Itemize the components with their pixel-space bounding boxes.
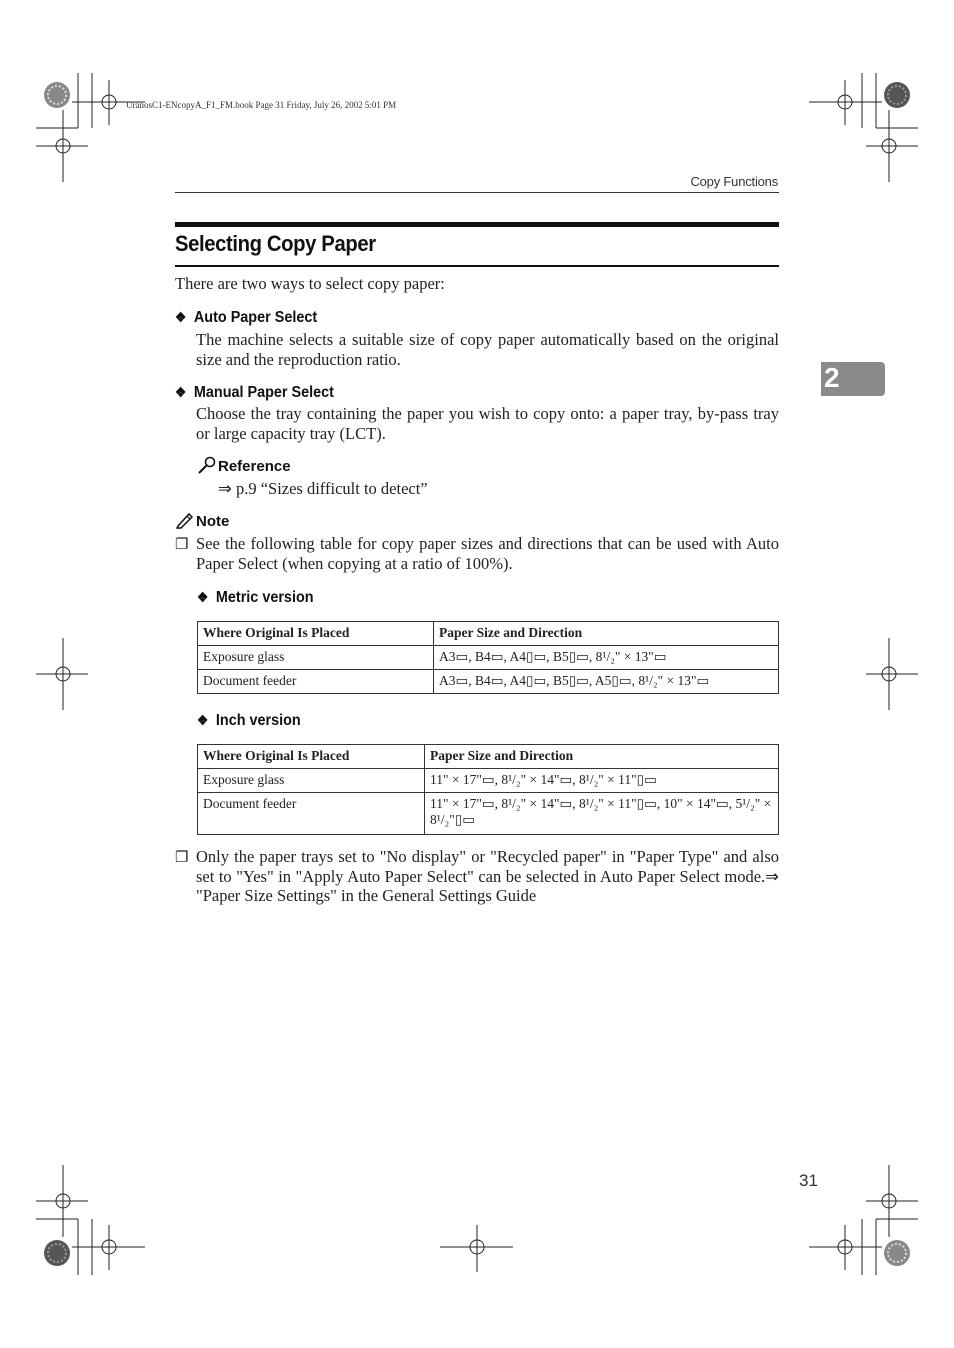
checkbox-icon: ❐ [175, 537, 189, 553]
running-head: Copy Functions [690, 174, 778, 189]
note-heading [175, 511, 229, 530]
chapter-number: 2 [824, 362, 840, 393]
diamond-icon: ❖ [175, 384, 187, 400]
manual-select-heading-label: Manual Paper Select [193, 384, 334, 401]
file-info: UranosC1-ENcopyA_F1_FM.book Page 31 Friday, July 26, 2002 5:01 PM [126, 100, 397, 110]
header-rule [175, 192, 779, 193]
table-cell: 11" × 17"▭, 8¹/₂" × 14"▭, 8¹/₂" × 11"▯▭ [425, 769, 779, 793]
table-cell: A3▭, B4▭, A4▯▭, B5▯▭, A5▯▭, 8¹/₂" × 13"▭ [434, 670, 779, 694]
table-row [198, 769, 779, 793]
intro-text: There are two ways to select copy paper: [175, 274, 445, 293]
auto-select-text: The machine selects a suitable size of copy paper automatically based on the original size and the reproduction ratio. [196, 330, 779, 369]
page-number: 31 [799, 1171, 818, 1190]
metric-heading [197, 589, 314, 607]
manual-select-heading [175, 384, 334, 402]
checkbox-icon: ❐ [175, 850, 189, 866]
table-header-row [198, 622, 779, 646]
reference-heading [197, 456, 291, 475]
inch-heading-label: Inch version [215, 712, 301, 729]
inch-heading [197, 712, 301, 730]
note-bullet-2: Only the paper trays set to "No display" or "Recycled paper" in "Paper Type" and also set to "Yes" in "Apply Auto Paper Select" can be selected in Auto Paper Select mode.⇒ "Paper Size Settings" in the General Settings Guide [196, 847, 779, 905]
note-pencil-icon [175, 511, 195, 529]
table-cell: Document feeder [198, 670, 434, 694]
metric-heading-label: Metric version [215, 589, 314, 606]
table-header-cell: Where Original Is Placed [198, 745, 425, 769]
table-header-cell: Where Original Is Placed [198, 622, 434, 646]
diamond-icon: ❖ [197, 712, 209, 728]
auto-select-heading-label: Auto Paper Select [193, 309, 318, 326]
metric-table [197, 621, 779, 694]
note-heading-label: Note [196, 513, 230, 530]
note-bullet-1: See the following table for copy paper sizes and directions that can be used with Auto Paper Select (when copying at a ratio of 100%). [196, 534, 779, 573]
reference-pen-icon [197, 456, 217, 474]
manual-select-text: Choose the tray containing the paper you wish to copy onto: a paper tray, by-pass tray or large capacity tray (LCT). [196, 404, 779, 443]
diamond-icon: ❖ [197, 589, 209, 605]
table-header-cell: Paper Size and Direction [425, 745, 779, 769]
diamond-icon: ❖ [175, 309, 187, 325]
table-row [198, 793, 779, 835]
page-title: Selecting Copy Paper [175, 231, 376, 256]
reference-heading-label: Reference [218, 458, 291, 475]
auto-select-heading [175, 309, 317, 327]
table-cell: Exposure glass [198, 769, 425, 793]
inch-table [197, 744, 779, 835]
reference-link[interactable]: ⇒ p.9 “Sizes difficult to detect” [218, 479, 428, 498]
table-header-row [198, 745, 779, 769]
table-cell: 11" × 17"▭, 8¹/₂" × 14"▭, 8¹/₂" × 11"▯▭, 10" × 14"▭, 5¹/₂" × 8¹/₂"▯▭ [425, 793, 779, 835]
table-cell: A3▭, B4▭, A4▯▭, B5▯▭, 8¹/₂" × 13"▭ [434, 646, 779, 670]
table-cell: Document feeder [198, 793, 425, 835]
title-bar [175, 222, 779, 227]
title-rule [175, 265, 779, 267]
table-header-cell: Paper Size and Direction [434, 622, 779, 646]
table-cell: Exposure glass [198, 646, 434, 670]
table-row [198, 646, 779, 670]
table-row [198, 670, 779, 694]
